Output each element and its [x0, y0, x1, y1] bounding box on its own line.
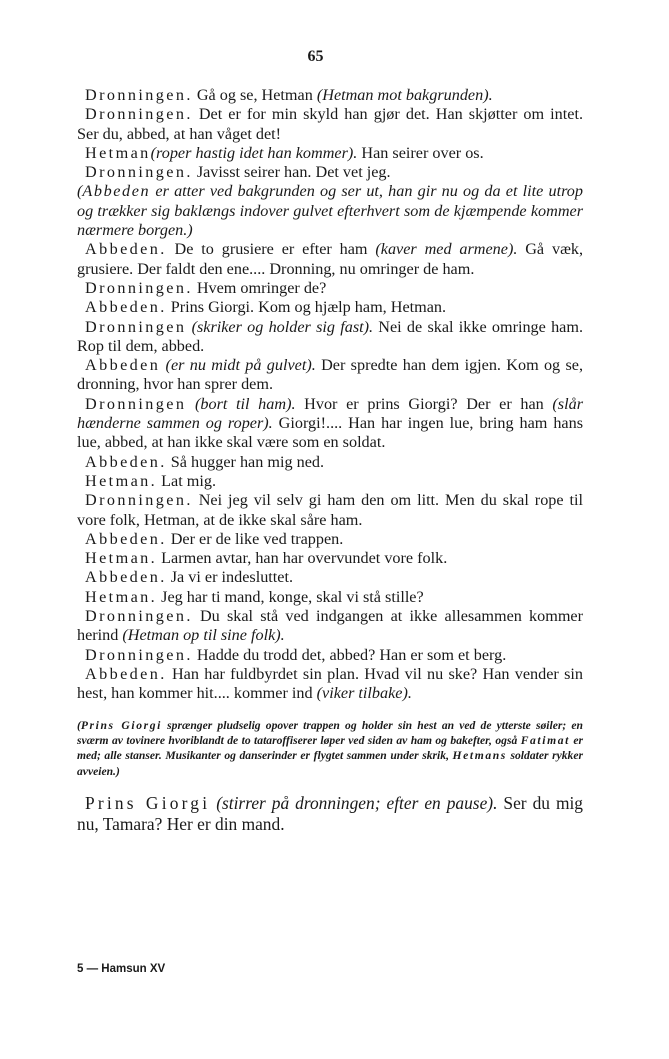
speaker-name: Dronningen.	[85, 278, 193, 297]
speaker-name: Abbeden.	[85, 529, 167, 548]
dialogue-text: Hvem omringer de?	[192, 278, 327, 297]
stage-direction: (skriker og holder sig fast).	[186, 317, 374, 336]
dialogue-text: Gå væk, grusiere. Der faldt den ene.... Dronning, nu omringer de ham.	[77, 240, 584, 278]
speaker-name: Dronningen.	[85, 607, 193, 626]
dialogue-text: Jeg har ti mand, konge, skal vi stå stille?	[157, 587, 424, 606]
stage-direction: (roper hastig idet han kommer).	[150, 143, 358, 162]
dialogue-line	[77, 318, 583, 357]
dialogue-text: Hadde du trodd det, abbed? Han er som et berg.	[192, 645, 507, 664]
dialogue-text: Ser du mig nu, Tamara? Her er din mand.	[77, 793, 584, 835]
dialogue-text: Lat mig.	[157, 471, 216, 490]
dialogue-line	[77, 395, 583, 453]
character-name: Hetmans	[452, 749, 507, 763]
dialogue-text: Der er de like ved trappen.	[166, 529, 344, 548]
dialogue-text: Giorgi!.... Han har ingen lue, bring ham hans lue, abbed, at han ikke skal være som en soldat.	[77, 414, 583, 452]
character-name: Fatimat	[520, 733, 570, 747]
stage-direction: sprænger pludselig opover trappen og holder sin hest an ved de ytterste søiler; en sværm av tovinere hvoriblandt de to tataroffiserer løper ved siden av ham og bakefter, også	[77, 718, 584, 747]
dialogue-line	[77, 144, 583, 163]
dialogue-text: Der spredte han dem igjen. Kom og se, dronning, hvor han sprer dem.	[77, 356, 583, 394]
speaker-name: Abbeden.	[85, 298, 167, 317]
dialogue-text: Det er for min skyld han gjør det. Han skjøtter om intet. Ser du, abbed, at han våget det!	[77, 105, 583, 143]
stage-direction-block	[77, 182, 583, 240]
character-name: Abbeden	[82, 182, 151, 201]
dialogue-text: Han seirer over os.	[357, 143, 484, 162]
speaker-name: Abbeden	[85, 356, 161, 375]
speaker-name: Hetman.	[85, 471, 158, 490]
dialogue-line	[77, 240, 583, 279]
speaker-name: Dronningen.	[85, 163, 193, 182]
dialogue-text: Nei de skal ikke omringe ham. Rop til dem, abbed.	[77, 317, 583, 355]
speaker-name: Dronningen	[85, 394, 187, 413]
paren: (	[77, 182, 83, 201]
speaker-name: Abbeden.	[85, 568, 167, 587]
stage-direction: (kaver med armene).	[375, 240, 518, 259]
character-name: Prins Giorgi	[80, 718, 162, 732]
dialogue-line	[77, 163, 583, 182]
dialogue-line	[77, 665, 583, 704]
dialogue-text: Larmen avtar, han har overvundet vore folk.	[157, 549, 448, 568]
speaker-name: Dronningen.	[85, 86, 193, 104]
speaker-name: Abbeden.	[85, 664, 167, 683]
speaker-name: Hetman.	[85, 587, 158, 606]
stage-direction-paragraph	[77, 718, 583, 780]
speaker-name: Abbeden.	[85, 240, 167, 259]
dialogue-text: Prins Giorgi. Kom og hjælp ham, Hetman.	[166, 298, 447, 317]
speaker-name: Abbeden.	[85, 452, 167, 471]
dialogue-text: Gå og se, Hetman	[192, 86, 317, 104]
stage-direction: (bort til ham).	[186, 394, 296, 413]
stage-direction: (er nu midt på gulvet).	[160, 356, 316, 375]
dialogue-line	[77, 491, 583, 530]
stage-direction: (Hetman mot bakgrunden).	[316, 86, 493, 104]
dialogue-line	[77, 568, 583, 587]
stage-direction: (slår hænderne sammen og roper).	[77, 394, 584, 433]
speaker-name: Prins Giorgi	[85, 793, 211, 814]
dialogue-line	[77, 549, 583, 568]
speaker-name: Dronningen.	[85, 645, 193, 664]
stage-direction: er med; alle stanser. Musikanter og danserinder er flygtet sammen under skrik,	[77, 733, 584, 763]
dialogue-line	[77, 607, 583, 646]
speaker-name: Dronningen.	[85, 491, 193, 510]
stage-direction: soldater rykker avveien.)	[77, 749, 583, 778]
dialogue-text: Han har fuldbyrdet sin plan. Hvad vil nu ske? Han vender sin hest, han kommer hit.... kommer ind	[77, 664, 583, 703]
signature-mark: 5 — Hamsun XV	[77, 963, 166, 975]
stage-direction: (viker tilbake).	[316, 684, 412, 703]
dialogue-line	[77, 530, 583, 549]
dialogue-line	[77, 105, 583, 144]
final-dialogue	[77, 793, 583, 835]
dialogue-line	[77, 793, 583, 835]
dialogue-line	[77, 86, 583, 105]
dialogue-text: Ja vi er indesluttet.	[166, 568, 294, 587]
speaker-name: Dronningen	[85, 317, 187, 336]
dialogue-text: De to grusiere er efter ham	[166, 240, 376, 259]
stage-direction: er atter ved bakgrunden og ser ut, han gir nu og da et lite utrop og trækker sig baklængs indover gulvet efterhvert som de kjæmpende kommer nærmere borgen.)	[77, 182, 583, 240]
dialogue-line	[77, 298, 583, 317]
stage-direction: (stirrer på dronningen; efter en pause).	[210, 793, 498, 814]
dialogue-text: Du skal stå ved indgangen at ikke allesammen kommer herind	[77, 607, 583, 645]
dialogue-text: Så hugger han mig ned.	[166, 452, 325, 471]
dialogue-line	[77, 356, 583, 395]
dialogue-text: Javisst seirer han. Det vet jeg.	[192, 163, 391, 182]
stage-direction-text	[77, 718, 583, 780]
play-text	[77, 86, 583, 835]
dialogue-line	[77, 588, 583, 607]
dialogue-line	[77, 453, 583, 472]
stage-direction: (Hetman op til sine folk).	[122, 626, 285, 645]
speaker-name: Hetman.	[85, 549, 158, 568]
paren: (	[77, 718, 81, 732]
dialogue-text: Hvor er prins Giorgi? Der er han	[295, 394, 553, 413]
speaker-name: Dronningen.	[85, 105, 193, 124]
dialogue-text: Nei jeg vil selv gi ham den om litt. Men du skal rope til vore folk, Hetman, at de ikke skal såre ham.	[77, 491, 583, 529]
dialogue-line	[77, 279, 583, 298]
dialogue-line	[77, 472, 583, 491]
dialogue-line	[77, 646, 583, 665]
speaker-name: Hetman	[85, 143, 151, 162]
page-number: 65	[307, 48, 324, 65]
